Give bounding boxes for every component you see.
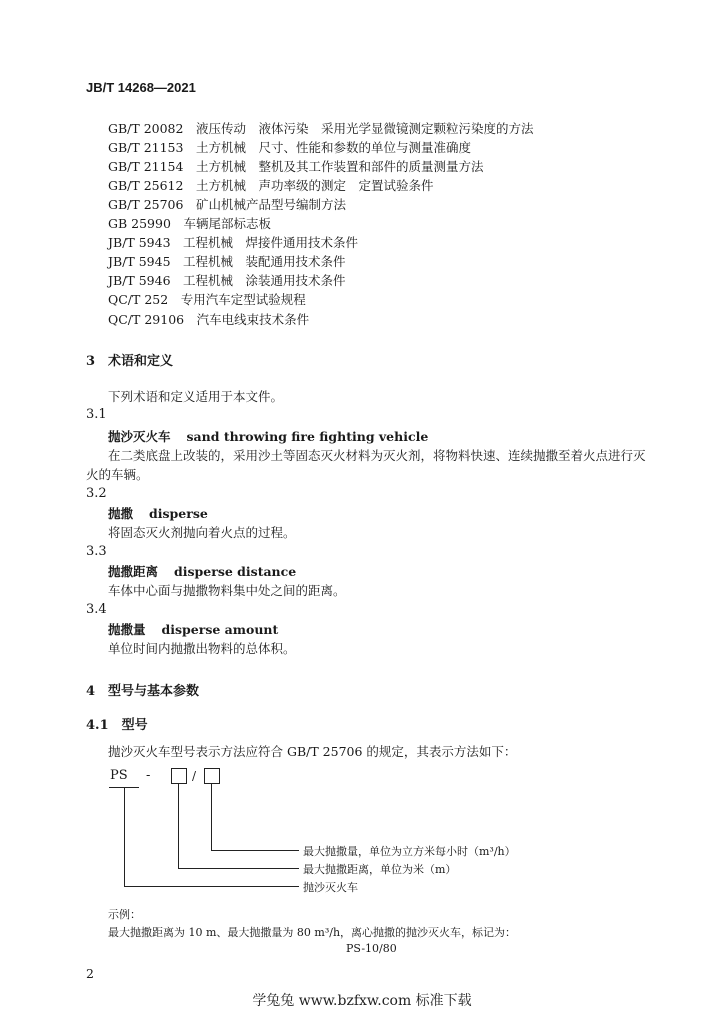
reference-title: 工程机械 装配通用技术条件 <box>183 254 346 269</box>
distance-label: 最大抛撒距离，单位为米（m） <box>303 863 457 876</box>
reference-code: GB/T 25612 <box>108 178 184 193</box>
term-number: 3.1 <box>86 407 107 422</box>
reference-item <box>108 214 271 232</box>
reference-title: 工程机械 焊接件通用技术条件 <box>183 235 359 250</box>
term-definition: 在二类底盘上改装的，采用沙土等固态灭火材料为灭火剂，将物料快速、连续抛撒至着火点进行灭 <box>108 448 646 463</box>
example-text: 最大抛撒距离为 10 m、最大抛撒量为 80 m³/h，离心抛撒的抛沙灭火车，标记为： <box>108 926 517 939</box>
amount-placeholder-box <box>204 768 220 784</box>
term-zh: 抛撒 <box>108 506 134 521</box>
section-3-intro: 下列术语和定义适用于本文件。 <box>108 389 284 404</box>
reference-item <box>108 176 434 194</box>
doc-code-header: JB/T 14268—2021 <box>86 80 196 95</box>
vehicle-type-label: 抛沙灭火车 <box>303 881 358 894</box>
reference-code: GB/T 21153 <box>108 140 184 155</box>
watermark-footer: 学兔兔 www.bzfxw.com 标准下载 <box>252 993 472 1009</box>
term-heading <box>108 504 208 522</box>
reference-title: 矿山机械产品型号编制方法 <box>195 197 346 212</box>
reference-item <box>108 310 309 328</box>
reference-item <box>108 290 306 308</box>
reference-item <box>108 157 484 175</box>
section-4-heading: 4 型号与基本参数 <box>86 684 200 699</box>
reference-code: GB/T 25706 <box>108 197 184 212</box>
term-zh: 抛撒距离 <box>108 564 159 579</box>
distance-leader-vertical <box>178 784 179 869</box>
term-definition: 车体中心面与抛撒物料集中处之间的距离。 <box>108 583 346 598</box>
reference-code: GB/T 20082 <box>108 121 184 136</box>
type-leader-horizontal <box>124 886 299 887</box>
reference-title: 车辆尾部标志板 <box>183 216 271 231</box>
term-number: 3.4 <box>86 602 107 617</box>
reference-code: QC/T 29106 <box>108 312 185 327</box>
term-en: sand throwing fire fighting vehicle <box>186 429 429 444</box>
type-leader-vertical <box>124 788 125 887</box>
distance-leader-horizontal <box>178 868 299 869</box>
reference-title: 土方机械 声功率级的测定 定置试验条件 <box>195 178 434 193</box>
amount-leader-vertical <box>211 784 212 851</box>
section-4-1-intro: 抛沙灭火车型号表示方法应符合 GB/T 25706 的规定，其表示方法如下： <box>108 744 517 759</box>
distance-placeholder-box <box>171 768 187 784</box>
reference-title: 工程机械 涂装通用技术条件 <box>183 273 346 288</box>
reference-item <box>108 119 534 137</box>
reference-code: GB/T 21154 <box>108 159 184 174</box>
example-code: PS-10/80 <box>346 942 397 955</box>
section-3-heading: 3 术语和定义 <box>86 354 174 369</box>
term-definition-cont: 火的车辆。 <box>86 467 149 482</box>
term-definition: 将固态灭火剂抛向着火点的过程。 <box>108 525 296 540</box>
model-dash: - <box>146 768 151 783</box>
reference-code: JB/T 5943 <box>108 235 171 250</box>
example-label: 示例： <box>108 908 141 921</box>
reference-item <box>108 195 346 213</box>
term-definition: 单位时间内抛撒出物料的总体积。 <box>108 641 296 656</box>
term-number: 3.3 <box>86 544 107 559</box>
term-en: disperse distance <box>174 564 297 579</box>
term-heading <box>108 427 428 445</box>
reference-code: QC/T 252 <box>108 292 169 307</box>
term-zh: 抛撒量 <box>108 622 146 637</box>
term-en: disperse amount <box>161 622 279 637</box>
term-en: disperse <box>149 506 208 521</box>
reference-title: 专用汽车定型试验规程 <box>180 292 306 307</box>
term-heading <box>108 562 296 580</box>
term-number: 3.2 <box>86 486 107 501</box>
reference-title: 土方机械 整机及其工作装置和部件的质量测量方法 <box>195 159 484 174</box>
reference-code: JB/T 5945 <box>108 254 171 269</box>
reference-item <box>108 252 346 270</box>
reference-title: 液压传动 液体污染 采用光学显微镜测定颗粒污染度的方法 <box>195 121 534 136</box>
reference-title: 汽车电线束技术条件 <box>196 312 310 327</box>
reference-code: GB 25990 <box>108 216 171 231</box>
model-prefix: PS <box>110 768 128 783</box>
term-heading <box>108 620 278 638</box>
amount-leader-horizontal <box>211 850 299 851</box>
section-4-1-heading: 4.1 型号 <box>86 718 148 733</box>
reference-code: JB/T 5946 <box>108 273 171 288</box>
reference-title: 土方机械 尺寸、性能和参数的单位与测量准确度 <box>195 140 471 155</box>
amount-label: 最大抛撒量，单位为立方米每小时（m³/h） <box>303 845 516 858</box>
term-zh: 抛沙灭火车 <box>108 429 171 444</box>
model-slash: / <box>192 769 197 783</box>
reference-item <box>108 233 358 251</box>
reference-item <box>108 271 346 289</box>
reference-item <box>108 138 471 156</box>
page-number: 2 <box>86 966 94 981</box>
